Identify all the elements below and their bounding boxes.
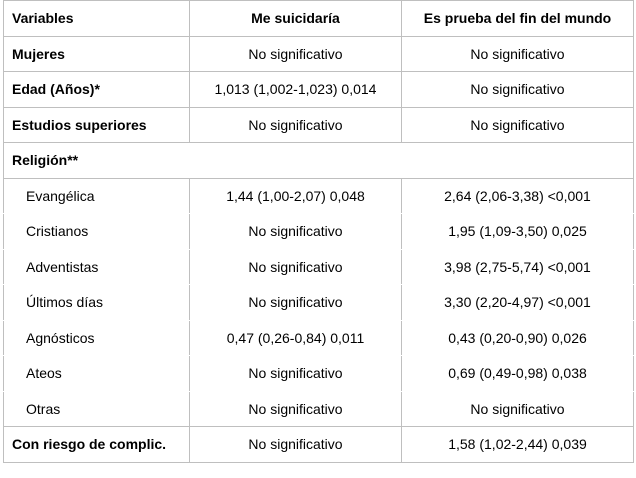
row-label: Evangélica: [4, 178, 190, 214]
cell-fin-del-mundo: No significativo: [402, 36, 634, 72]
table-row-riesgo: [4, 427, 634, 463]
cell-fin-del-mundo: 0,69 (0,49-0,98) 0,038: [402, 356, 634, 392]
row-label: Estudios superiores: [4, 107, 190, 143]
row-label: Últimos días: [4, 285, 190, 321]
table-row-adventistas: [4, 249, 634, 285]
cell-me-suicidaria: 1,013 (1,002-1,023) 0,014: [190, 72, 402, 108]
row-label: Edad (Años)*: [4, 72, 190, 108]
cell-me-suicidaria: No significativo: [190, 36, 402, 72]
cell-fin-del-mundo: No significativo: [402, 391, 634, 427]
cell-fin-del-mundo: No significativo: [402, 107, 634, 143]
row-label: Adventistas: [4, 249, 190, 285]
table-row-agnosticos: [4, 320, 634, 356]
cell-me-suicidaria: No significativo: [190, 356, 402, 392]
cell-fin-del-mundo: 0,43 (0,20-0,90) 0,026: [402, 320, 634, 356]
table-header-row: [4, 1, 634, 37]
table-row-estudios: [4, 107, 634, 143]
religion-group-label: Religión**: [4, 143, 634, 179]
results-table: [3, 0, 634, 463]
cell-me-suicidaria: 1,44 (1,00-2,07) 0,048: [190, 178, 402, 214]
cell-fin-del-mundo: No significativo: [402, 72, 634, 108]
cell-me-suicidaria: No significativo: [190, 214, 402, 250]
row-label: Agnósticos: [4, 320, 190, 356]
cell-me-suicidaria: No significativo: [190, 107, 402, 143]
header-fin-del-mundo: Es prueba del fin del mundo: [402, 1, 634, 37]
results-table-container: [3, 0, 633, 463]
table-row-religion-group: [4, 143, 634, 179]
cell-me-suicidaria: No significativo: [190, 427, 402, 463]
cell-fin-del-mundo: 1,58 (1,02-2,44) 0,039: [402, 427, 634, 463]
row-label: Mujeres: [4, 36, 190, 72]
table-row-cristianos: [4, 214, 634, 250]
cell-me-suicidaria: No significativo: [190, 285, 402, 321]
table-row-edad: [4, 72, 634, 108]
table-row-mujeres: [4, 36, 634, 72]
cell-me-suicidaria: No significativo: [190, 391, 402, 427]
header-variables: Variables: [4, 1, 190, 37]
cell-fin-del-mundo: 2,64 (2,06-3,38) <0,001: [402, 178, 634, 214]
row-label: Otras: [4, 391, 190, 427]
row-label: Ateos: [4, 356, 190, 392]
cell-me-suicidaria: 0,47 (0,26-0,84) 0,011: [190, 320, 402, 356]
table-row-ultimos-dias: [4, 285, 634, 321]
cell-fin-del-mundo: 3,30 (2,20-4,97) <0,001: [402, 285, 634, 321]
table-row-otras: [4, 391, 634, 427]
row-label: Cristianos: [4, 214, 190, 250]
table-row-ateos: [4, 356, 634, 392]
header-me-suicidaria: Me suicidaría: [190, 1, 402, 37]
cell-fin-del-mundo: 1,95 (1,09-3,50) 0,025: [402, 214, 634, 250]
cell-me-suicidaria: No significativo: [190, 249, 402, 285]
table-row-evangelica: [4, 178, 634, 214]
row-label: Con riesgo de complic.: [4, 427, 190, 463]
cell-fin-del-mundo: 3,98 (2,75-5,74) <0,001: [402, 249, 634, 285]
